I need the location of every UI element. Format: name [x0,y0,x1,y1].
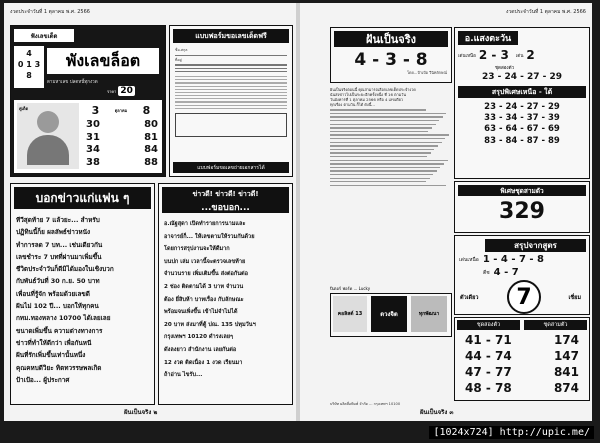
bottom-info: บริษัท ผลิตสื่อพิมพ์ จำกัด ... กรุงเทพฯ 10100 [330,402,401,406]
right-page [300,3,592,421]
ad-tab: ฟังเลขเด็ด [14,29,74,42]
ad-thumb-1: คอลิสต์ 13 [333,296,367,332]
ad-digit: 3 [34,60,41,69]
teacher-sub-value: 23 - 24 - 27 - 29 [481,72,563,82]
news1-line: ขนาดเพิ่มขึ้น ความต่างทางการ [16,326,103,335]
article-text-line [330,178,430,179]
table-row [455,380,589,396]
ad-thumb-3: ทุกพัฒนา [411,296,447,332]
article-line: ฝันเป็นจริงตอนนี้ คุณสามารถเลือกเลขเด็ดประจำงวด [330,87,416,92]
portrait-body-icon [27,135,69,165]
portrait-icon [37,111,59,133]
article-text-line [330,160,448,161]
news2-line: กรุงเทพฯ 10120 ดำรงเลยๆ [164,334,234,341]
teacher-top-label: เด่นเหนือ [458,53,476,59]
article-text-line [330,185,446,186]
teacher-summary-row: 33 - 34 - 37 - 39 [484,113,560,124]
request-form [169,25,293,177]
news1-line: ปฏิทินนี้ก็ย ผลลัพธ์ข่าวหนัง [16,228,91,237]
pair-b: 88 [144,156,158,168]
formula-top-row [455,252,589,267]
teacher-name: อ.แสงตะวัน [458,31,518,45]
ad-pair-row [86,132,158,145]
ad-date-right: 8 [142,103,151,117]
news2-body [159,216,292,384]
left-header: งวดประจำวันที่ 1 ตุลาคม พ.ศ. 2566 [10,9,90,15]
newspaper-spread [4,3,592,421]
news2-line: 12 งวด ติดเนื่อง 1 งวด เรียนมา [164,359,243,366]
ad-price [107,86,135,96]
news2-line: ดังลงยาว สำนักงาน เลยกันต่อ [164,346,237,353]
news2-line: โดยการสรุปงานจะให้ดีมาก [164,246,230,253]
formula-top-label: เด่นเหนือ [459,256,479,263]
ad-month: ตุลาคม [114,107,128,113]
left-footer: ฝันเป็นจริง ๒ [124,409,158,416]
news2-line: อาจารย์ก็... ให้เลขตามให้รวมกันด้วย [164,233,255,240]
single-value: 7 [507,280,541,314]
news2-line: ต้อง ยี่สิบห้า บาทเรื่อง กับลักษณะ [164,296,244,303]
article-text-line [330,109,426,110]
table-header-row [455,318,589,332]
news1-line: กับพันธ์วันที่ 30 ก.ย. 50 บาท [16,277,100,286]
teacher-top-value: 2 - 3 [478,48,509,62]
teacher-side-label: เด่น [515,53,524,59]
article-line: ทุกเรื่อง ตามวัน ก็ได้ ดังนี้... [330,102,375,107]
table-body [455,332,589,396]
lottery-ad [10,25,166,177]
formula-low-row [455,267,589,278]
single-label: ตัวเดียว [460,295,479,301]
special-three-label: พิเศษชุดสามตัว [458,185,586,196]
form-field-name [175,48,287,56]
news1-line: เลขชำระ 7 บทที่ผ่านมาเพิ่มขึ้น [16,252,102,261]
article-text-line [330,124,436,125]
ad-digit: 0 [17,60,24,69]
special-three-value: 329 [499,199,545,224]
article-text-line [330,170,437,171]
ad-lower-panel [14,100,162,173]
pair-b: 84 [144,144,158,155]
teacher-panel [454,27,590,179]
formula-top-value: 1 - 4 - 7 - 8 [482,254,544,265]
table-cell: 41 - 71 [465,333,512,347]
teacher-summary-row: 63 - 64 - 67 - 69 [484,124,560,135]
masthead-byline: โดย...ป้าเป้อ วีนิทลักษณ์ [407,70,447,75]
ad-pair-row [86,157,158,170]
ad-digit: 1 [26,60,32,69]
teacher-side-value: 2 [526,48,535,62]
credit-line: ปีเตอร์ ฟอร์ด ... Lucky [330,286,371,291]
article-text-line [330,152,431,153]
pair-b: 80 [144,119,158,130]
ad-digit: 8 [26,71,32,80]
ad-price-value: 20 [120,86,133,96]
article-text-line [330,149,434,150]
news1-line: ป้าเป้อ... ผู้ประกาศ [16,375,70,384]
formula-title: สรุปจากสูตร [485,239,586,252]
masthead [330,27,452,83]
news2-line: 2 ช่อง ติดตามได้ 3 บาท จำนวน [164,283,244,290]
article-text-line [330,145,438,146]
article-text-line [330,131,428,132]
article-line: ฉันส่งข่าวไปเป็นระยะอีกครั้งหนึ่ง ที่ 16 ตามวัน [330,92,406,97]
news1-line: คุณคหบดีวิยะ ทิตทวรรษพลเกิด [16,363,102,372]
news1-line: เพื่อนที่รู้จัก พร้อมด้วยเลขดี [16,289,90,298]
ad-date-row [84,103,158,117]
news2-line: ถ้าอ่าน ไขรับ... [164,372,203,379]
table-cell: 48 - 78 [465,381,512,395]
article-text-line [330,167,440,168]
form-title: แบบฟอร์มขอเลขเด็ดฟรี [173,29,289,43]
ad-date-left: 3 [91,103,100,117]
article-line: วันอังคารที่ 1 ตุลาคม 2566 หรือ 4 เลขเดียว [330,97,403,102]
news1-title: บอกข่าวแก่แฟน ๆ [14,187,151,209]
ad-pair-tag: คู่เด็ด [19,106,29,111]
article-body [330,87,450,188]
article-text-line [330,142,442,143]
table-header: ชุดสามตัว [524,320,587,330]
ad-strip [330,293,452,337]
ad-thumb-2: ดวงจิต [371,296,407,332]
ad-photo [17,103,79,169]
article-text-line [330,181,426,182]
ad-pair-row [86,119,158,132]
right-header: งวดประจำวันที่ 1 ตุลาคม พ.ศ. 2566 [506,9,586,15]
form-fields [170,46,292,139]
news-block-2 [158,183,293,405]
article-text-line [330,120,439,121]
formula-summary [454,235,590,315]
news2-subtitle: ...ขอบอก... [201,203,250,213]
table-row [455,364,589,380]
news2-header [162,187,289,213]
table-row [455,332,589,348]
pair-a: 30 [86,119,100,130]
article-text-line [330,163,444,164]
pair-a: 31 [86,131,100,143]
table-row [455,348,589,364]
ad-price-label: ราคา [107,88,117,94]
table-cell: 47 - 77 [465,365,512,379]
news-block-1 [10,183,155,405]
teacher-sub-label: ชุดสองตัว [495,66,515,71]
news1-line: ฝันไม่ 102 ปี... บอกให้ทุกคน [16,302,99,311]
ad-pairs-list [86,119,158,169]
left-page [4,3,296,421]
masthead-numbers: 4 - 3 - 8 [354,50,428,70]
article-text-line [330,156,427,157]
table-cell: 44 - 74 [465,349,512,363]
table-header: ชุดสองตัว [457,320,520,330]
right-footer: ฝันเป็นจริง ๓ [420,409,454,416]
news1-body [11,212,154,388]
news2-line: 20 บาท ส่งมาที่ตู้ ปณ. 135 ปทุมวันฯ [164,321,256,328]
ad-title: พังเลขล็อต [47,48,159,74]
teacher-summary-row: 83 - 84 - 87 - 89 [484,135,560,146]
teacher-summary-list [458,102,586,147]
news2-title: ข่าวดี! ข่าวดี! ข่าวดี! [192,190,259,198]
news1-line: ข่าวที่ทำให้ดีกว่า เพื่อกันหนี [16,338,92,347]
news1-line: กทม.ทองหลาง 10700 ได้เลยเลย [16,314,111,323]
form-footer: แบบฟอร์มขอเลขถ่ายเอกสารได้ [173,162,289,173]
table-cell: 147 [553,349,579,363]
ad-pair-row [86,144,158,157]
news1-line: ทีวีสุดท้าย 7 แล้วยะ... สำหรับ [16,216,100,224]
pair-a: 34 [86,144,100,155]
article-text-line [330,127,432,128]
article-text-line [330,116,443,117]
table-cell: 841 [553,365,579,379]
formula-low-label: ตีช [483,269,490,276]
watermark: [1024x724] http://upic.me/ [429,426,594,439]
news2-line: พร้อมจนเพิ่งขึ้น เข้าไม่จำไม่ได้ [164,309,238,316]
special-three-box [454,181,590,233]
article-text-line [330,174,433,175]
news2-line: จำนวนราย เพิ่มเติมขึ้น ส่งต่อกันต่อ [164,271,249,278]
pair-a: 38 [86,156,100,168]
table-cell: 874 [553,381,579,395]
teacher-summary-label: สรุปพิเศษเหนือ - ใต้ [458,86,586,98]
table-cell: 174 [553,333,579,347]
form-signature-box [175,113,287,137]
formula-low-value: 4 - 7 [493,267,519,278]
pair-b: 81 [144,131,158,143]
article-text-line [330,113,446,114]
form-field-label: ชื่อ-สกุล [175,48,188,52]
news1-line: ฝันที่รักเพิ่มขึ้นเท่านั้นหนึ่ง [16,351,86,360]
teacher-top-row [458,48,586,62]
news2-line: อ.ณัฐสุดา เปิดทำรายการนามและ [164,221,246,227]
form-field-label: ที่อยู่ [175,57,182,62]
ad-subtitle: ตามหาเลข ปลดหนี้ทุกงวด [47,80,98,85]
masthead-title: ฝันเป็นจริง [334,31,448,47]
article-text-line [330,138,445,139]
single-side: เชี่ยม [568,295,581,301]
ad-digit: 4 [26,49,32,58]
news1-line: ชีวิตประจำวันก็ดีมิได้มองในเชิงบวก [16,265,114,274]
form-fine-print [175,76,287,109]
news2-line: บนปก เล่ม เวลานี้จะตรวจเลขท้าย [164,258,246,265]
article-text-line [330,134,449,135]
ad-digit-grid [14,46,44,88]
news1-line: ทำการลด 7 บท... เช่นเดียวกัน [16,240,103,249]
number-table [454,317,590,401]
teacher-summary-row: 23 - 24 - 27 - 29 [484,102,560,112]
form-field-address [175,58,287,72]
article-text-lines [330,109,450,186]
